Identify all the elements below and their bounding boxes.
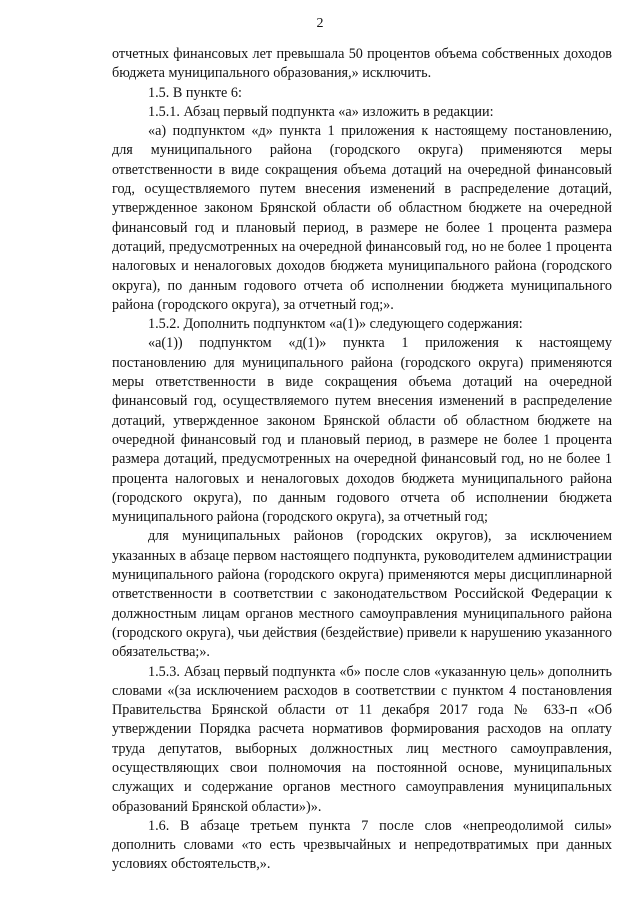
- paragraph-1-5-3: 1.5.3. Абзац первый подпункта «б» после слов «указанную цель» дополнить словами «(за исключением расходов в соответствии с пунктом 4 постановления Правительства Брянской области от 11 декабря 2017 года № 633-п «Об утверждении Порядка расчета нормативов формирования расходов на оплату труда депутатов, выборных должностных лиц местного самоуправления, осуществляющих свои полномочия на постоянной основе, муниципальных служащих и содержание органов местного самоуправления муниципальных образований Брянской области»)».: [112, 663, 612, 815]
- paragraph-subitem-a1: «а(1)) подпунктом «д(1)» пункта 1 приложения к настоящему постановлению для муниципального района (городского округа) применяются меры ответственности в виде сокращения объема дотаций на очередной финансовый год, осуществляемого путем внесения изменений в распределение дотаций, утвержденное законом Брянской области об областном бюджете на очередной финансовый год и плановый период, в размере не более 1 процента размера дотаций, предусмотренных на очередной финансовый год, но не более 1 процента налоговых и неналоговых доходов бюджета муниципального района (городского округа), по данным годового отчета об исполнении бюджета муниципального района (городского округа), за отчетный год;: [112, 335, 612, 526]
- paragraph-1-5-1: 1.5.1. Абзац первый подпункта «а» изложить в редакции:: [148, 103, 494, 120]
- paragraph-1-6: 1.6. В абзаце третьем пункта 7 после слов «непреодолимой силы» дополнить словами «то есть чрезвычайных и непредотвратимых при данных условиях обстоятельств,».: [112, 817, 612, 873]
- paragraph-municipal-districts: для муниципальных районов (городских округов), за исключением указанных в абзаце первом настоящего подпункта, руководителем администрации муниципального района (городского округа) применяются меры дисциплинарной ответственности в соответствии с законодательством Российской Федерации к должностным лицам органов местного самоуправления муниципального района (городского округа), чьи действия (бездействие) привели к нарушению указанного обязательства;».: [112, 528, 612, 661]
- paragraph-subitem-a: «а) подпунктом «д» пункта 1 приложения к настоящему постановлению, для муниципального района (городского округа) применяются меры ответственности в виде сокращения объема дотаций на очередной финансовый год, осуществляемого путем внесения изменений в распределение дотаций, утвержденное законом Брянской области об областном бюджете на очередной финансовый год и плановый период, в размере не более 1 процента размера дотаций, предусмотренных на очередной финансовый год, но не более 1 процента налоговых и неналоговых доходов бюджета муниципального района (городского округа), по данным годового отчета об исполнении бюджета муниципального района (городского округа), за отчетный год;».: [112, 123, 612, 313]
- paragraph-continuation: отчетных финансовых лет превышала 50 процентов объема собственных доходов бюджета муниципального образования,» исключить.: [112, 46, 612, 82]
- paragraph-1-5-2: 1.5.2. Дополнить подпунктом «а(1)» следующего содержания:: [148, 316, 523, 333]
- document-body: [112, 45, 612, 875]
- page-number: 2: [316, 16, 324, 31]
- paragraph-1-5: 1.5. В пункте 6:: [148, 84, 242, 101]
